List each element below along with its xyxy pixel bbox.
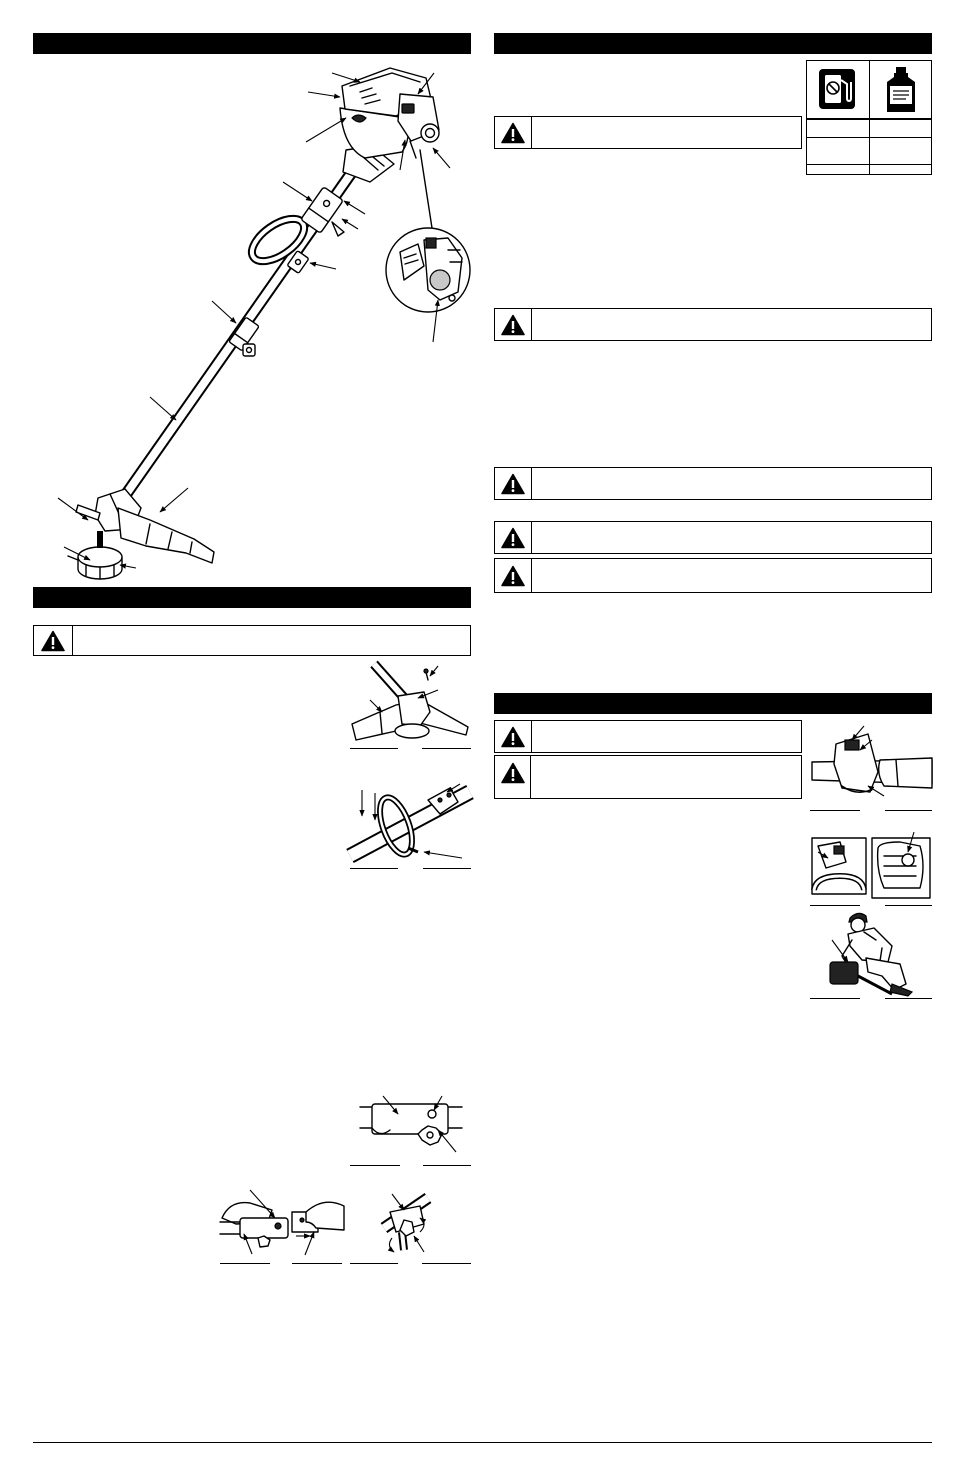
warning-box-1	[494, 116, 802, 149]
warning-box-7	[494, 720, 802, 753]
debris-shield	[118, 508, 214, 563]
figure-caption-line	[350, 868, 398, 869]
warning-triangle-icon	[501, 762, 525, 784]
starter-rope-handle	[421, 124, 439, 142]
figure-coupler-knob-tighten	[350, 1188, 471, 1263]
figure-shaft-clamp	[808, 720, 934, 810]
figure-caption-line	[885, 905, 932, 906]
fuel-mix-table	[806, 60, 932, 175]
on-off-switch	[402, 104, 414, 113]
figure-engine-controls	[808, 828, 934, 905]
two-cycle-oil-bottle-icon	[884, 66, 918, 114]
figure-caption-line	[422, 748, 471, 749]
figure-caption-line	[350, 1263, 398, 1264]
figure-caption-line	[810, 810, 860, 811]
warning-box-6	[33, 625, 471, 656]
inset-leader-line	[420, 150, 432, 228]
highlighted-part	[430, 270, 450, 290]
trimmer-head-spool	[68, 531, 122, 579]
warning-box-4	[494, 521, 932, 554]
figure-assist-handle-install	[345, 775, 471, 868]
warning-box-8	[494, 755, 802, 799]
warning-triangle-icon	[501, 527, 525, 549]
throttle-trigger	[332, 222, 344, 236]
warning-icon-cell	[34, 626, 73, 655]
warning-triangle-icon	[501, 314, 525, 336]
handle-clamp	[845, 740, 859, 750]
figure-caption-line	[810, 998, 860, 999]
warning-box-3	[494, 467, 932, 500]
figure-caption-line	[292, 1263, 342, 1264]
table-row-divider	[807, 164, 931, 165]
warning-icon-cell	[495, 309, 532, 340]
fuel-pump-no-ethanol-icon	[818, 68, 856, 110]
table-row-divider	[807, 137, 931, 138]
coupler-knob	[243, 344, 255, 356]
figure-coupler-hands	[218, 1188, 348, 1263]
tighten-arrow	[389, 1238, 394, 1252]
figure-caption-line	[885, 810, 932, 811]
figure-caption-line	[423, 1165, 471, 1166]
warning-triangle-icon	[501, 726, 525, 748]
trimmer-engine-on-ground	[830, 962, 858, 984]
warning-icon-cell	[495, 559, 532, 592]
warning-triangle-icon	[501, 565, 525, 587]
figure-caption-line	[220, 1263, 270, 1264]
warning-box-2	[494, 308, 932, 341]
warning-triangle-icon	[501, 122, 525, 144]
warning-icon-cell	[495, 721, 532, 752]
warning-icon-cell	[495, 117, 532, 148]
figure-caption-line	[422, 1263, 471, 1264]
warning-box-5	[494, 558, 932, 593]
footer-rule	[33, 1442, 932, 1443]
warning-icon-cell	[495, 756, 531, 798]
warning-triangle-icon	[501, 473, 525, 495]
rear-grip	[879, 758, 932, 788]
table-row-divider	[807, 118, 931, 120]
section-header-bar-right-middle	[494, 693, 932, 714]
figure-caption-line	[350, 1165, 400, 1166]
figure-caption-line	[810, 905, 860, 906]
figure-shaft-coupler	[350, 1090, 471, 1165]
trimmer-head-spool	[395, 724, 429, 738]
section-header-bar-right-top	[494, 33, 932, 54]
section-header-bar-left-middle	[33, 587, 471, 608]
figure-caption-line	[350, 748, 398, 749]
warning-icon-cell	[495, 468, 532, 499]
detail-inset-circle	[386, 228, 470, 312]
section-header-bar-left-top	[33, 33, 471, 54]
warning-icon-cell	[495, 522, 532, 553]
figure-debris-shield-install	[345, 660, 471, 748]
figure-caption-line	[885, 998, 932, 999]
warning-triangle-icon	[41, 630, 65, 652]
figure-caption-line	[423, 868, 471, 869]
release-button	[428, 1110, 436, 1118]
trimmer-overview-illustration	[33, 55, 473, 585]
figure-starting-position	[808, 908, 934, 998]
